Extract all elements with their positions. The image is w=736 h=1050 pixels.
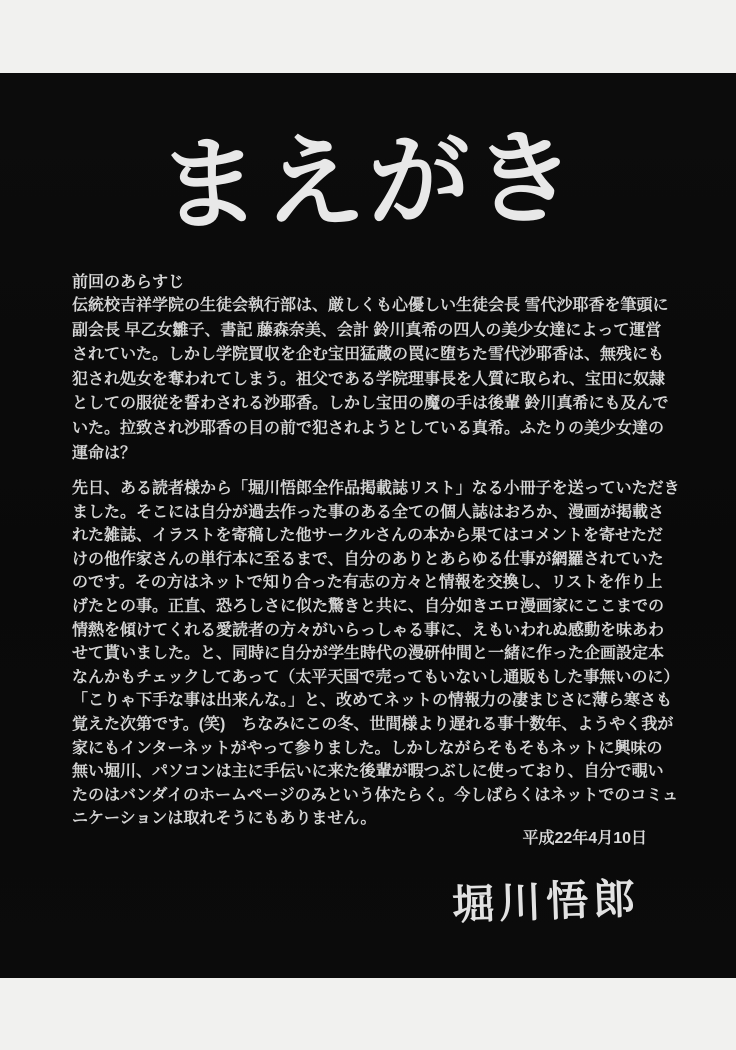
page-body [0, 73, 736, 978]
text-line: 情熱を傾けてくれる愛読者の方々がいらっしゃる事に、えもいわれぬ感動を味あわ [72, 621, 665, 639]
text-line: 運命は？ [72, 444, 137, 462]
text-line: ニケーションは取れそうにもありません。 [72, 810, 377, 828]
text-line: 無い堀川、パソコンは主に手伝いに来た後輩が暇つぶしに使っており、自分で覗い [72, 763, 664, 781]
text-line: けの他作家さんの単行本に至るまで、自分のありとあらゆる仕事が網羅されていた [72, 550, 664, 568]
text-line: ました。そこには自分が過去作った事のある全ての個人誌はおろか、漫画が掲載さ [72, 503, 665, 521]
text-line: なんかもチェックしてあって（太平天国で売ってもいないし通販もした事無いのに） [72, 668, 680, 686]
text-line: 副会長 早乙女雛子、書記 藤森奈美、会計 鈴川真希の四人の美少女達によって運営 [72, 321, 662, 339]
synopsis-text [72, 294, 706, 466]
text-line: れた雑誌、イラストを寄稿した他サークルさんの本から果てはコメントを寄せただ [72, 527, 664, 545]
text-line: 「こりゃ下手な事は出来んな。」と、改めてネットの情報力の凄まじさに薄ら寒さも [72, 692, 673, 710]
text-line: いた。拉致され沙耶香の目の前で犯されようとしている真希。ふたりの美少女達の [72, 419, 665, 437]
text-line: げたとの事。正直、恐ろしさに似た驚きと共に、自分如きエロ漫画家にここまでの [72, 597, 665, 615]
foreword-text [72, 477, 706, 831]
text-line: としての服従を誓わされる沙耶香。しかし宝田の魔の手は後輩 鈴川真希にも及んで [72, 395, 669, 413]
text-line: 家にもインターネットがやって参りました。しかしながらそもそもネットに興味の [72, 739, 663, 757]
date-line: 平成22年4月10日 [522, 830, 647, 847]
text-line: 伝統校吉祥学院の生徒会執行部は、厳しくも心優しい生徒会長 雪代沙耶香を筆頭に [72, 297, 669, 314]
author-signature: 堀川悟郎 [451, 873, 641, 930]
text-line: 覚えた次第です。(笑) ちなみにこの冬、世間様より遅れる事十数年、ようやく我が [72, 715, 674, 733]
text-line: たのはバンダイのホームページのみという体たらく。今しばらくはネットでのコミュ [72, 786, 679, 804]
text-line: のです。その方はネットで知り合った有志の方々と情報を交換し、リストを作り上 [72, 574, 663, 592]
text-line: せて貰いました。と、同時に自分が学生時代の漫研仲間と一緒に作った企画設定本 [72, 645, 665, 663]
page-title: まえがき [157, 119, 580, 246]
synopsis-heading: 前回のあらすじ [72, 274, 185, 291]
text-line: 先日、ある読者様から「堀川悟郎全作品掲載誌リスト」なる小冊子を送っていただき [72, 480, 680, 497]
text-line: 犯され処女を奪われてしまう。祖父である学院理事長を人質に取られ、宝田に奴隷 [72, 370, 665, 388]
text-line: されていた。しかし学院買収を企む宝田猛蔵の罠に堕ちた雪代沙耶香は、無残にも [72, 346, 665, 364]
